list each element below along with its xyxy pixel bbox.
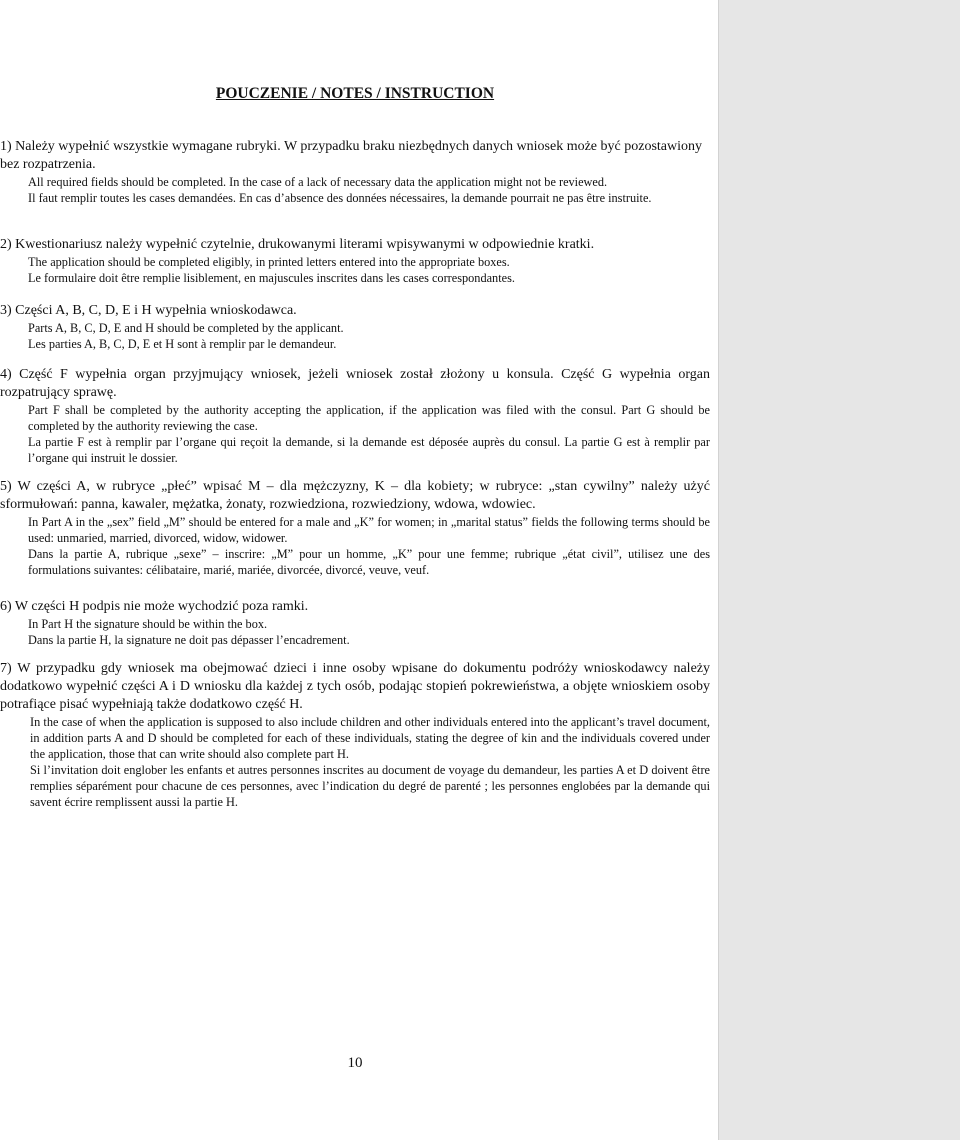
instruction-3-fr: Les parties A, B, C, D, E et H sont à remplir par le demandeur. (28, 337, 337, 351)
instruction-6-pl: 6) W części H podpis nie może wychodzić poza ramki. (0, 599, 309, 614)
instruction-1-fr: Il faut remplir toutes les cases demandées. En cas d’absence des données nécessaires, la demande pourrait ne pas être instruite. (28, 191, 652, 205)
instruction-2-pl: 2) Kwestionariusz należy wypełnić czytelnie, drukowanymi literami wpisywanymi w odpowiednie kratki. (0, 237, 595, 252)
instruction-6-fr: Dans la partie H, la signature ne doit pas dépasser l’encadrement. (28, 633, 350, 647)
instruction-1-en: All required fields should be completed. In the case of a lack of necessary data the application might not be reviewed. (28, 175, 608, 189)
instruction-6-en: In Part H the signature should be within the box. (28, 617, 268, 631)
instruction-1-pl: 1) Należy wypełnić wszystkie wymagane rubryki. W przypadku braku niezbędnych danych wniosek może być pozostawiony bez rozpatrzenia. (0, 139, 702, 172)
instruction-7-pl: 7) W przypadku gdy wniosek ma obejmować dzieci i inne osoby wpisane do dokumentu podróży wnioskodawcy należy dodatkowo wypełnić części A i D wniosku dla każdej z tych osób, podając stopień pokrewieństwa, a objęte wnioskiem osoby potrafiące pisać wypełniają także dodatkowo część H. (0, 661, 710, 712)
instruction-2-en: The application should be completed eligibly, in printed letters entered into the appropriate boxes. (28, 255, 510, 269)
instruction-5 (0, 478, 710, 578)
instruction-4-fr: La partie F est à remplir par l’organe qui reçoit la demande, si la demande est déposée auprès du consul. La partie G est à remplir par l’organe qui instruit le dossier. (28, 435, 710, 465)
instruction-7-en: In the case of when the application is supposed to also include children and other individuals entered into the applicant’s travel document, in addition parts A and D should be completed for each of these individuals, stating the degree of kin and the individuals covered under the application, those that can write should also complete part H. (30, 715, 710, 761)
instruction-4-en: Part F shall be completed by the authority accepting the application, if the application was filed with the consul. Part G should be completed by the authority reviewing the case. (28, 403, 710, 433)
instruction-5-en: In Part A in the „sex” field „M” should be entered for a male and „K” for women; in „marital status” fields the following terms should be used: unmaried, married, divorced, widow, widower. (28, 515, 710, 545)
comment-margin-pane (718, 0, 960, 1140)
page-title: POUCZENIE / NOTES / INSTRUCTION (215, 85, 495, 102)
page-number: 10 (347, 1055, 363, 1071)
instruction-7-fr: Si l’invitation doit englober les enfants et autres personnes inscrites au document de voyage du demandeur, les parties A et D doivent être remplies séparément pour chacune de ces personnes, avec l’indication du degré de parenté ; les personnes englobées par la demande qui savent écrire remplissent aussi la partie H. (30, 763, 710, 809)
instruction-7 (0, 660, 710, 810)
instruction-3 (0, 302, 710, 352)
instruction-5-fr: Dans la partie A, rubrique „sexe” – inscrire: „M” pour un homme, „K” pour une femme; rubrique „état civil”, utilisez une des formulations suivantes: célibataire, marié, mariée, divorcée, divorcé, veuve, veuf. (28, 547, 710, 577)
instruction-6 (0, 598, 710, 648)
instruction-3-en: Parts A, B, C, D, E and H should be completed by the applicant. (28, 321, 344, 335)
instruction-4-pl: 4) Część F wypełnia organ przyjmujący wniosek, jeżeli wniosek został złożony u konsula. Część G wypełnia organ rozpatrujący sprawę. (0, 367, 710, 400)
instruction-5-pl: 5) W części A, w rubryce „płeć” wpisać M – dla mężczyzny, K – dla kobiety; w rubryce: „stan cywilny” należy użyć sformułowań: panna, kawaler, mężatka, żonaty, rozwiedziona, rozwiedziony, wdowa, wdowiec. (0, 479, 710, 512)
instruction-3-pl: 3) Części A, B, C, D, E i H wypełnia wnioskodawca. (0, 303, 297, 318)
instruction-1 (0, 138, 710, 206)
instruction-2 (0, 236, 710, 286)
instruction-2-fr: Le formulaire doit être remplie lisiblement, en majuscules inscrites dans les cases correspondantes. (28, 271, 515, 285)
instruction-4 (0, 366, 710, 466)
